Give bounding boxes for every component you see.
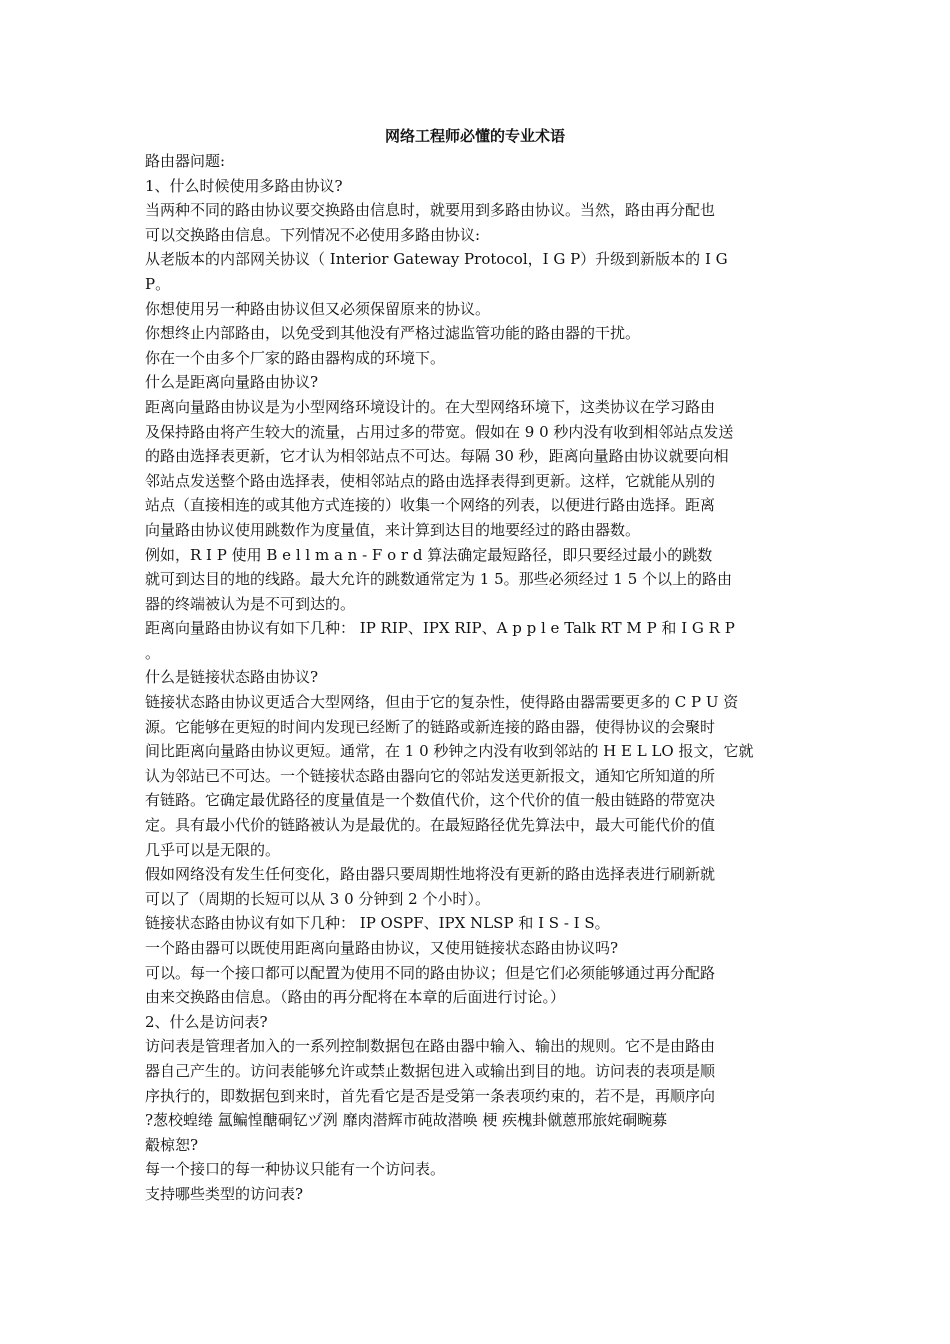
text-line: 的路由选择表更新，它才认为相邻站点不可达。每隔 30 秒，距离向量路由协议就要向相 (145, 447, 729, 466)
text-line: 由来交换路由信息。（路由的再分配将在本章的后面进行讨论。） (145, 988, 566, 1007)
document-title: 网络工程师必懂的专业术语 (384, 127, 565, 145)
text-line: 链接状态路由协议有如下几种： IP OSPF、IPX NLSP 和 I S - I S。 (145, 914, 610, 933)
document-body (145, 149, 805, 1207)
text-line: 间比距离向量路由协议更短。通常，在 1 0 秒钟之内没有收到邻站的 H E L LO 报文，它就 (145, 742, 754, 761)
text-line: 例如，R I P 使用 B e l l m a n - F o r d 算法确定最短路径，即只要经过最小的跳数 (145, 545, 713, 564)
text-line: 从老版本的内部网关协议（ Interior Gateway Protocol，I G P）升级到新版本的 I G (145, 250, 728, 269)
text-line: 每一个接口的每一种协议只能有一个访问表。 (145, 1160, 446, 1179)
text-line: 链接状态路由协议更适合大型网络，但由于它的复杂性，使得路由器需要更多的 C P U 资 (145, 693, 739, 712)
text-line: 可以了（周期的长短可以从 3 0 分钟到 2 个小时）。 (145, 889, 490, 908)
text-line: 什么是距离向量路由协议? (145, 373, 319, 392)
text-line: 源。它能够在更短的时间内发现已经断了的链路或新连接的路由器，使得协议的会聚时 (145, 717, 716, 736)
text-line: 序执行的，即数据包到来时，首先看它是否是受第一条表项约束的，若不是，再顺序向 (145, 1086, 716, 1105)
text-line: 你想使用另一种路由协议但又必须保留原来的协议。 (145, 299, 491, 318)
text-line: 觳椋恕? (145, 1135, 199, 1154)
text-line: 1、什么时候使用多路由协议? (145, 176, 343, 195)
text-line: 什么是链接状态路由协议? (145, 668, 319, 687)
text-line: 可以。每一个接口都可以配置为使用不同的路由协议；但是它们必须能够通过再分配路 (145, 963, 716, 982)
text-line: 距离向量路由协议是为小型网络环境设计的。在大型网络环境下，这类协议在学习路由 (145, 397, 716, 416)
text-line: 访问表是管理者加入的一系列控制数据包在路由器中输入、输出的规则。它不是由路由 (145, 1037, 716, 1056)
text-line: P。 (145, 274, 171, 293)
text-line: 可以交换路由信息。下列情况不必使用多路由协议: (145, 225, 481, 244)
text-line: 一个路由器可以既使用距离向量路由协议，又使用链接状态路由协议吗? (145, 939, 619, 957)
text-line: 距离向量路由协议有如下几种： IP RIP、IPX RIP、A p p l e Talk RT M P 和 I G R P (145, 619, 735, 638)
text-line: 支持哪些类型的访问表? (145, 1184, 304, 1203)
text-line: 几乎可以是无限的。 (145, 840, 281, 859)
text-line: 向量路由协议使用跳数作为度量值，来计算到达目的地要经过的路由器数。 (145, 520, 641, 539)
text-line: 器的终端被认为是不可到达的。 (145, 594, 356, 613)
text-line: 就可到达目的地的线路。最大允许的跳数通常定为 1 5。那些必须经过 1 5 个以上的路由 (145, 570, 733, 589)
text-line: 你想终止内部路由，以免受到其他没有严格过滤监管功能的路由器的干扰。 (145, 324, 641, 343)
text-line: 邻站点发送整个路由选择表，使相邻站点的路由选择表得到更新。这样，它就能从别的 (145, 471, 716, 490)
text-line: 假如网络没有发生任何变化，路由器只要周期性地将没有更新的路由选择表进行刷新就 (145, 865, 716, 884)
text-line: 你在一个由多个厂家的路由器构成的环境下。 (145, 348, 446, 367)
text-line: 有链路。它确定最优路径的度量值是一个数值代价，这个代价的值一般由链路的带宽决 (145, 791, 716, 810)
text-line: 路由器问题: (145, 152, 226, 170)
text-line: 认为邻站已不可达。一个链接状态路由器向它的邻站发送更新报文，通知它所知道的所 (145, 766, 716, 785)
text-line: ?葱校蝗绻 氲鳊惶醣硐钇ヅ洌 靡肉潜辉市砘故潜唤 梗 疾槐卦僦蒽邢旅姹硐畹募 (145, 1111, 668, 1130)
text-line: 及保持路由将产生较大的流量，占用过多的带宽。假如在 9 0 秒内没有收到相邻站点发送 (145, 422, 734, 441)
text-line: 2、什么是访问表? (145, 1012, 268, 1031)
document-page (145, 123, 805, 1207)
text-line: 。 (145, 643, 161, 662)
text-line: 定。具有最小代价的链路被认为是最优的。在最短路径优先算法中，最大可能代价的值 (145, 816, 716, 835)
text-line: 当两种不同的路由协议要交换路由信息时，就要用到多路由协议。当然，路由再分配也 (145, 201, 716, 220)
text-line: 站点（直接相连的或其他方式连接的）收集一个网络的列表，以便进行路由选择。距离 (145, 496, 716, 515)
text-line: 器自己产生的。访问表能够允许或禁止数据包进入或输出到目的地。访问表的表项是顺 (145, 1061, 716, 1080)
